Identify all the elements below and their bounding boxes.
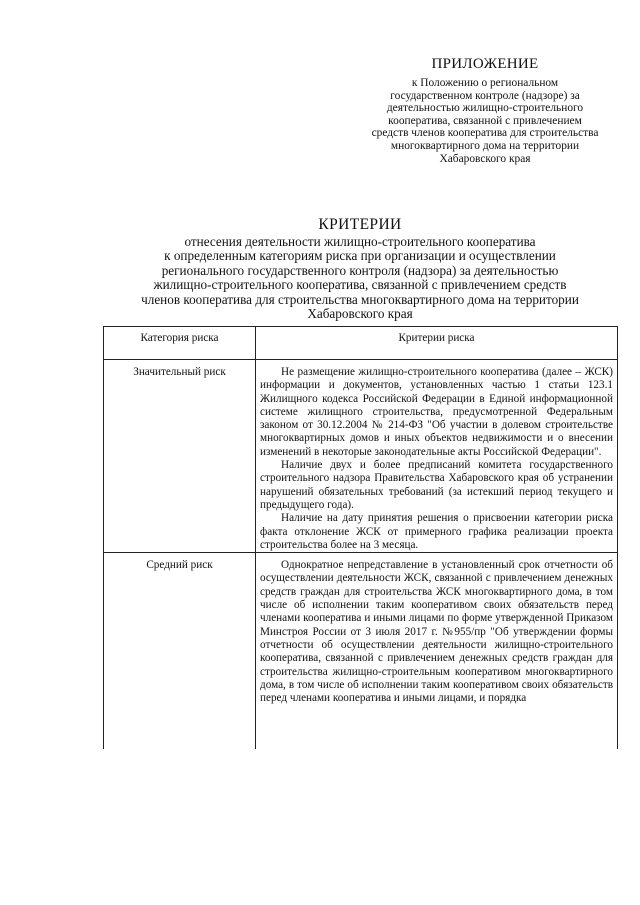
appendix-line: многоквартирного дома на территории — [390, 139, 580, 152]
criteria-line: регионального государственного контроля (надзора) за деятельностью — [161, 262, 559, 278]
appendix-line: средств членов кооператива для строительства — [371, 127, 599, 140]
risk-criteria-cell — [256, 553, 618, 750]
risk-criteria-cell — [256, 360, 618, 553]
criteria-line: отнесения деятельности жилищно-строительного кооператива — [184, 234, 536, 249]
appendix-subtitle — [340, 77, 630, 165]
criteria-line: Хабаровского края — [307, 306, 413, 322]
criteria-paragraph: Однократное непредставление в установленный срок отчетности об осуществлении деятельности ЖСК, связанной с привлечением денежных средств граждан для строительства ЖСК многоквартирного дома, в том числе об исполнении таким кооперативом своих обязательств перед членами кооператива и иными лицами по форме утвержденной Приказом Минстроя России от 3 июля 2017 г. №955/пр "Об утверждении формы отчетности об осуществлении деятельности жилищно-строительного кооператива, связанной с привлечением денежных средств граждан для строительства жилищно-строительным кооперативом многоквартирного дома, в том числе об исполнении таким кооперативом своих обязательств перед членами кооператива и иными лицами, и порядка — [260, 559, 613, 705]
appendix-title: ПРИЛОЖЕНИЕ — [431, 56, 539, 72]
risk-criteria-table — [103, 326, 618, 749]
header-criteria: Критерии риска — [256, 327, 618, 360]
criteria-line: к определенным категориям риска при организации и осуществлении — [164, 248, 556, 264]
criteria-title: КРИТЕРИИ — [318, 216, 402, 233]
criteria-paragraph: Не размещение жилищно-строительного кооператива (далее – ЖСК) информации и документов, установленных частью 1 статьи 123.1 Жилищного кодекса Российской Федерации в Единой информационной системе жилищного строительства, предусмотренной Федеральным законом от 30.12.2004 № 214-ФЗ "Об участии в долевом строительстве многоквартирных домов и иных объектов недвижимости и о внесении изменений в некоторые законодательные акты Российской Федерации". — [260, 366, 613, 458]
criteria-line: членов кооператива для строительства многоквартирного дома на территории — [141, 291, 579, 307]
criteria-paragraph: Наличие на дату принятия решения о присвоении категории риска факта отклонение ЖСК от примерного графика реализации проекта строительства более на 3 месяца. — [260, 512, 613, 551]
table-header-row — [104, 327, 618, 360]
criteria-text-clip — [260, 559, 613, 749]
appendix-line: кооператива, связанной с привлечением — [388, 114, 582, 127]
criteria-block — [95, 216, 625, 321]
header-category: Категория риска — [104, 327, 256, 360]
table-row — [104, 360, 618, 553]
table-row — [104, 553, 618, 750]
appendix-line: государственном контроле (надзоре) за — [390, 89, 580, 102]
criteria-line: жилищно-строительного кооператива, связанной с привлечением средств — [153, 277, 567, 293]
appendix-line: Хабаровского края — [439, 152, 531, 165]
criteria-subtitle — [95, 235, 625, 321]
appendix-block — [340, 56, 630, 165]
criteria-paragraph: Наличие двух и более предписаний комитета государственного строительного надзора Правительства Хабаровского края об устранении нарушений обязательных требований (за истекший период текущего и предыдущего года). — [260, 459, 613, 511]
appendix-line: деятельностью жилищно-строительного — [386, 102, 584, 115]
risk-category-cell: Значительный риск — [104, 360, 256, 553]
risk-category-cell: Средний риск — [104, 553, 256, 750]
appendix-line: к Положению о региональном — [411, 77, 559, 89]
